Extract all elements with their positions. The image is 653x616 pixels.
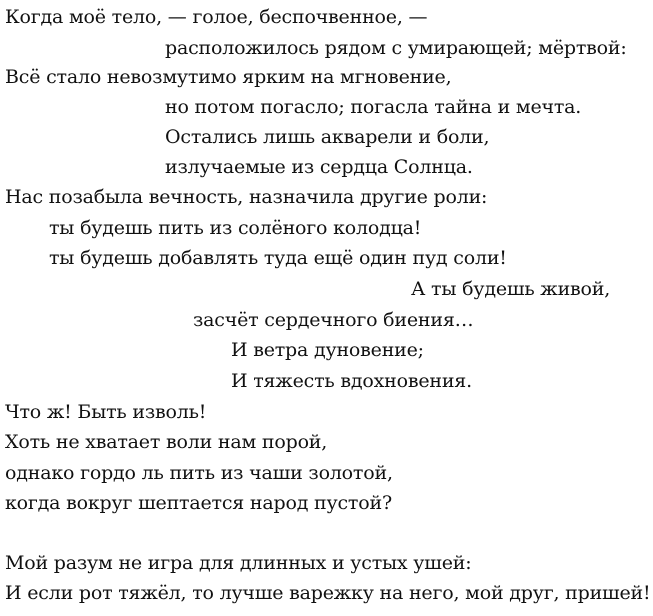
poem-line-14: Что ж! Быть изволь! [5,401,207,423]
poem-line-18: Мой разум не игра для длинных и устых ушей: [5,552,472,574]
poem-line-1: Когда моё тело, — голое, беспочвенное, — [5,6,428,28]
poem-line-7: Нас позабыла вечность, назначила другие роли: [5,186,488,208]
poem-line-13: И тяжесть вдохновения. [231,370,472,392]
poem-line-15: Хоть не хватает воли нам порой, [5,431,328,453]
poem-line-12: И ветра дуновение; [231,339,424,361]
poem-line-6: излучаемые из сердца Солнца. [165,156,473,178]
poem-line-10: А ты будешь живой, [411,278,611,300]
poem-line-5: Остались лишь акварели и боли, [165,126,490,148]
poem-line-4: но потом погасло; погасла тайна и мечта. [165,96,582,118]
poem-line-19: И если рот тяжёл, то лучше варежку на него, мой друг, пришей! [5,582,651,604]
poem-line-16: однако гордо ль пить из чаши золотой, [5,462,393,484]
poem-line-2: расположилось рядом с умирающей; мёртвой: [165,37,627,59]
poem-line-8: ты будешь пить из солёного колодца! [49,217,422,239]
poem-line-3: Всё стало невозмутимо ярким на мгновение, [5,66,452,88]
poem-line-17: когда вокруг шептается народ пустой? [5,492,392,514]
poem-line-9: ты будешь добавлять туда ещё один пуд соли! [49,247,507,269]
poem-line-11: засчёт сердечного биения… [193,309,474,331]
